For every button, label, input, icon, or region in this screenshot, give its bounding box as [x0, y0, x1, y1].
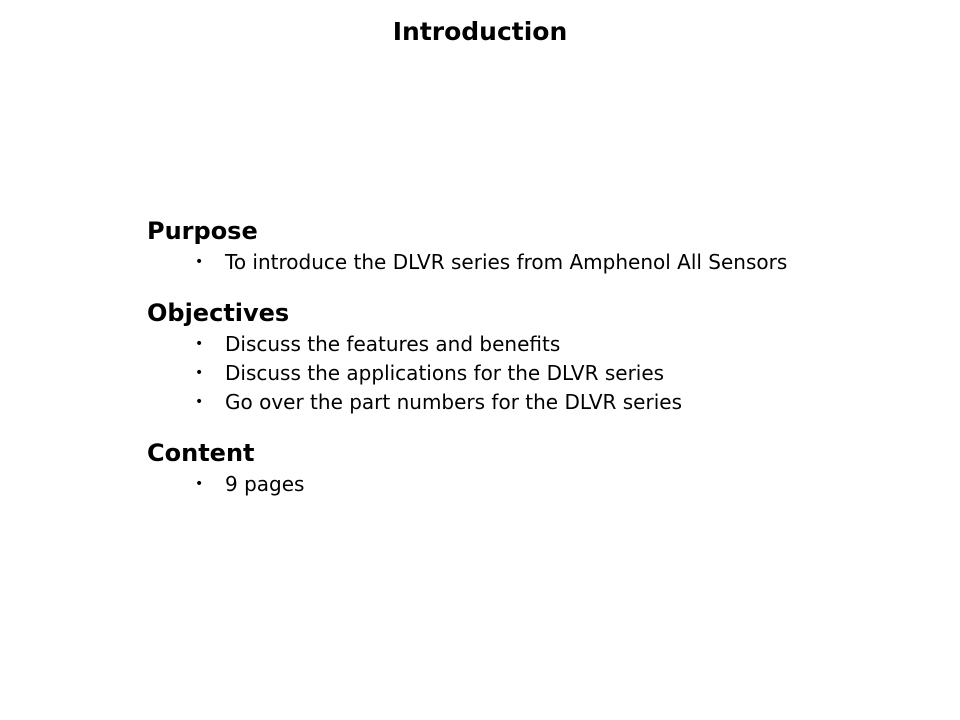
bullet-list-objectives [147, 330, 827, 417]
bullet-icon: • [195, 365, 204, 381]
bullet-item [147, 359, 827, 388]
section-heading-content: Content [147, 439, 255, 467]
slide-title: Introduction [392, 17, 568, 46]
bullet-item [147, 388, 827, 417]
section-purpose [147, 214, 827, 277]
section-heading-purpose: Purpose [147, 217, 258, 245]
bullet-text: Discuss the features and benefits [225, 332, 561, 356]
section-content [147, 436, 827, 499]
section-heading-objectives: Objectives [147, 299, 290, 327]
bullet-text: Discuss the applications for the DLVR series [225, 361, 665, 385]
slide-content [147, 214, 827, 518]
bullet-text: To introduce the DLVR series from Amphenol All Sensors [225, 250, 788, 274]
bullet-item [147, 330, 827, 359]
bullet-icon: • [195, 336, 204, 352]
bullet-text: 9 pages [225, 472, 305, 496]
section-objectives [147, 296, 827, 417]
bullet-icon: • [195, 254, 204, 270]
bullet-icon: • [195, 394, 204, 410]
bullet-item [147, 248, 827, 277]
bullet-list-content [147, 470, 827, 499]
bullet-list-purpose [147, 248, 827, 277]
bullet-item [147, 470, 827, 499]
bullet-icon: • [195, 476, 204, 492]
bullet-text: Go over the part numbers for the DLVR series [225, 390, 682, 414]
